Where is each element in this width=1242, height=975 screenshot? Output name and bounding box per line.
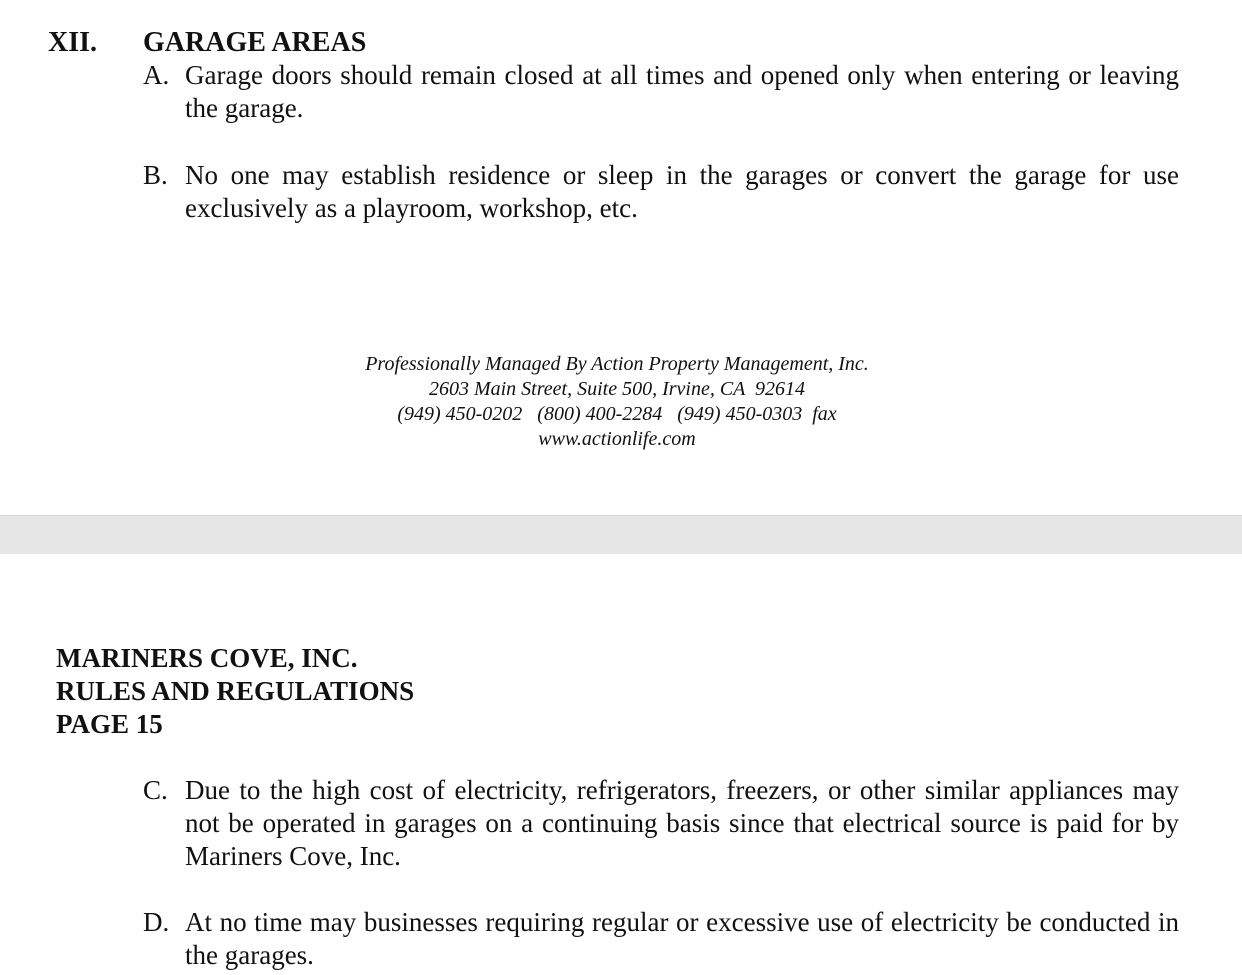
footer-website-line: www.actionlife.com: [538, 428, 696, 450]
page-separator: [0, 515, 1242, 555]
footer-management-line: Professionally Managed By Action Property Management, Inc.: [365, 353, 869, 375]
section-title: GARAGE AREAS: [143, 27, 367, 58]
header-company-name: MARINERS COVE, INC.: [56, 643, 358, 673]
footer-address-line: 2603 Main Street, Suite 500, Irvine, CA 92614: [428, 378, 806, 400]
rule-text: At no time may businesses requiring regular or excessive use of electricity be conducted in the garages.: [185, 907, 1179, 970]
section-number: XII.: [48, 27, 98, 58]
page-footer: [0, 352, 1234, 452]
rule-text: No one may establish residence or sleep in the garages or convert the garage for use exclusively as a playroom, workshop, etc.: [185, 160, 1179, 223]
rule-item-b: [143, 159, 1179, 225]
footer-phone-line: (949) 450-0202 (800) 400-2284 (949) 450-0303 fax: [397, 403, 837, 425]
rule-text: Due to the high cost of electricity, refrigerators, freezers, or other similar appliances may not be operated in garages on a continuing basis since that electrical source is paid for by Mariners Cove, Inc.: [185, 775, 1179, 871]
rule-letter: A.: [143, 60, 170, 90]
rule-item-d: [143, 906, 1179, 972]
rule-letter: B.: [143, 160, 168, 190]
header-document-title: RULES AND REGULATIONS: [56, 676, 415, 706]
document-page-bottom: [0, 554, 1242, 975]
rule-item-c: [143, 774, 1179, 873]
rule-letter: C.: [143, 775, 168, 805]
page-header: [56, 642, 414, 741]
rule-item-a: [143, 59, 1179, 125]
rule-letter: D.: [143, 907, 170, 937]
header-page-number: PAGE 15: [56, 709, 163, 739]
rule-text: Garage doors should remain closed at all times and opened only when entering or leaving the garage.: [185, 60, 1179, 123]
